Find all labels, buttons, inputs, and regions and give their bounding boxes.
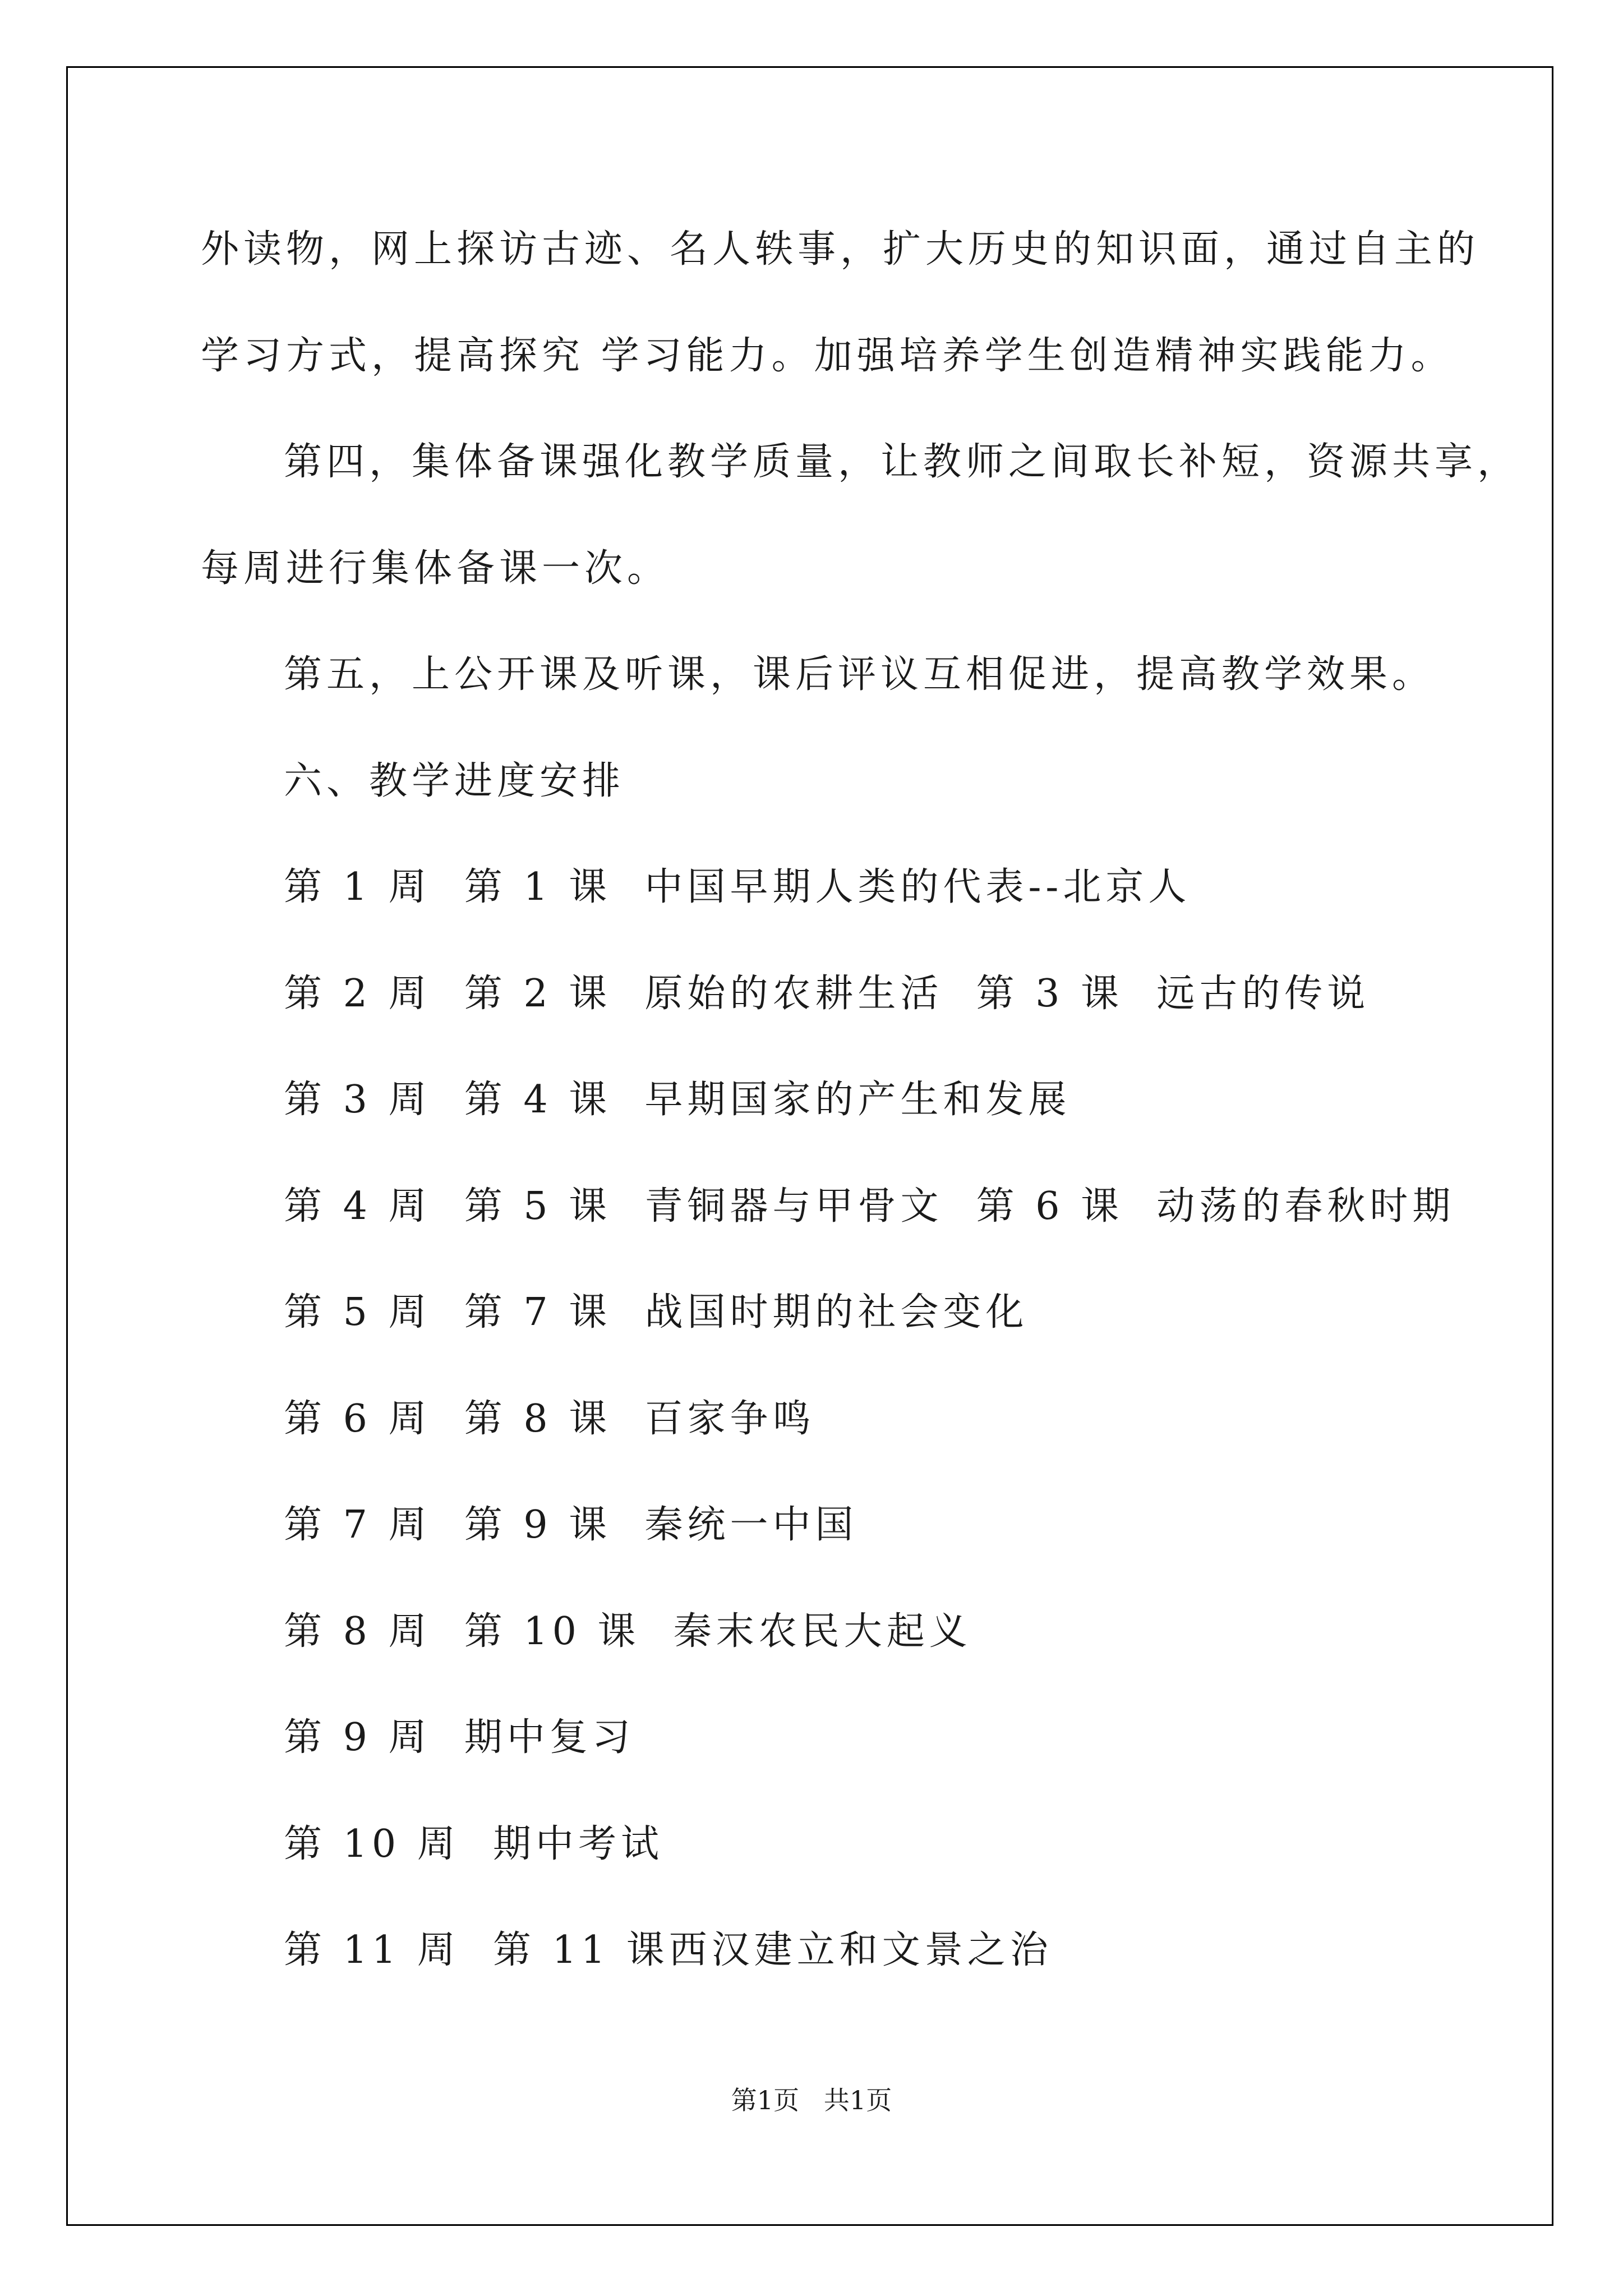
- paragraph-line: 第五，上公开课及听课，课后评议互相促进，提高教学效果。: [284, 652, 1435, 697]
- schedule-line: 第 9 周 期中复习: [284, 1715, 635, 1760]
- schedule-line: 第 10 周 期中考试: [284, 1822, 663, 1866]
- page-frame: [66, 66, 1553, 2226]
- schedule-line: 第 3 周 第 4 课 早期国家的产生和发展: [284, 1078, 1071, 1122]
- schedule-line: 第 11 周 第 11 课西汉建立和文景之治: [284, 1928, 1053, 1972]
- section-heading: 六、教学进度安排: [284, 759, 625, 803]
- schedule-line: 第 5 周 第 7 课 战国时期的社会变化: [284, 1290, 1029, 1335]
- page-footer: 第1页 共1页: [731, 2085, 892, 2115]
- schedule-line: 第 8 周 第 10 课 秦末农民大起义: [284, 1609, 972, 1654]
- paragraph-line: 外读物，网上探访古迹、名人轶事，扩大历史的知识面，通过自主的: [201, 227, 1480, 272]
- schedule-line: 第 6 周 第 8 课 百家争鸣: [284, 1397, 815, 1441]
- paragraph-line: 第四，集体备课强化教学质量，让教师之间取长补短，资源共享，: [284, 440, 1520, 484]
- schedule-line: 第 1 周 第 1 课 中国早期人类的代表--北京人: [284, 865, 1191, 909]
- schedule-line: 第 7 周 第 9 课 秦统一中国: [284, 1503, 858, 1547]
- paragraph-line: 学习方式，提高探究 学习能力。加强培养学生创造精神实践能力。: [201, 334, 1454, 378]
- paragraph-line: 每周进行集体备课一次。: [201, 546, 670, 591]
- schedule-line: 第 4 周 第 5 课 青铜器与甲骨文 第 6 课 动荡的春秋时期: [284, 1184, 1455, 1228]
- schedule-line: 第 2 周 第 2 课 原始的农耕生活 第 3 课 远古的传说: [284, 972, 1370, 1016]
